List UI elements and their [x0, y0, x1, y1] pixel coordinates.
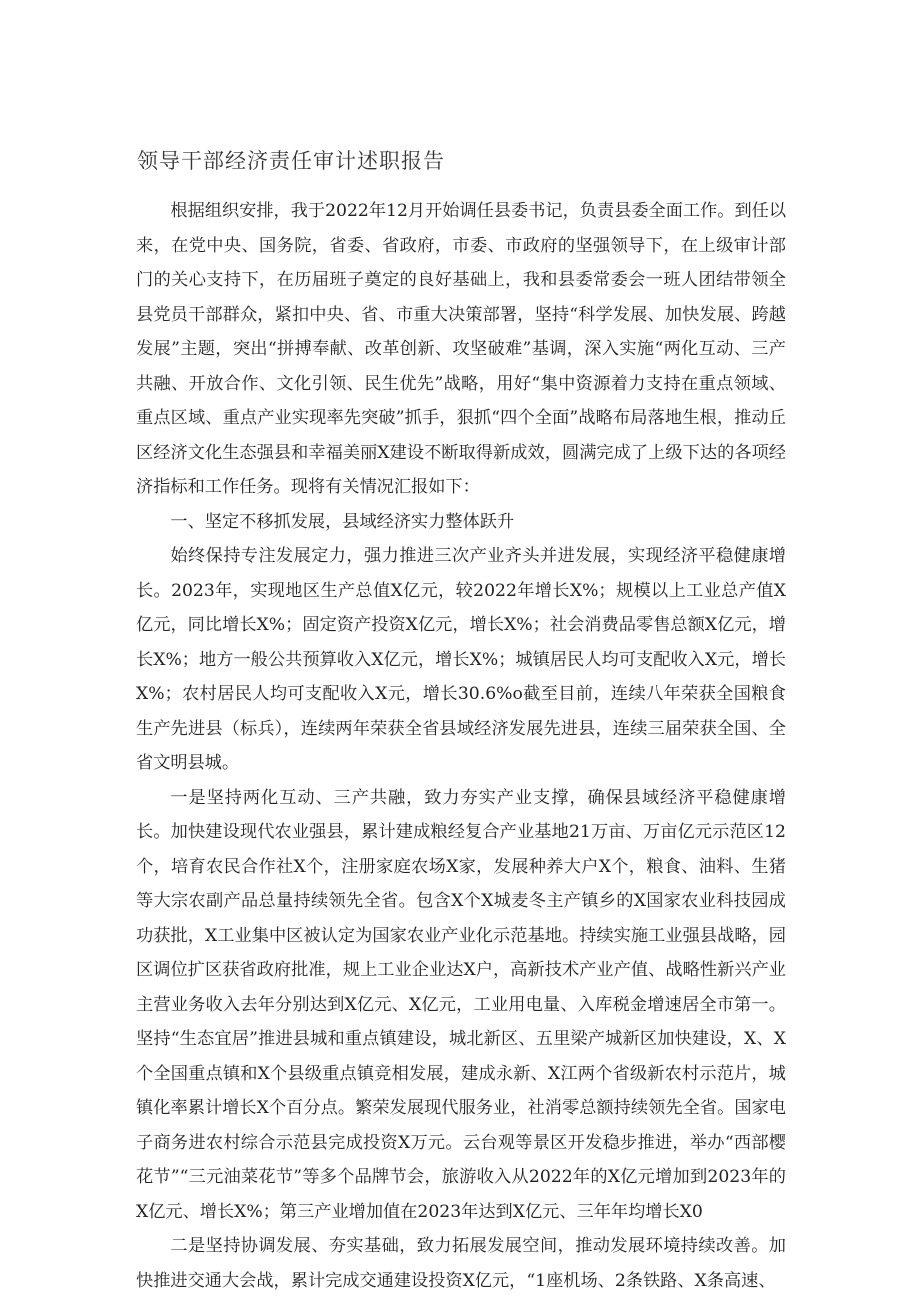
document-title: 领导干部经济责任审计述职报告 — [137, 149, 445, 173]
paragraph-point-two: 二是坚持协调发展、夯实基础，致力拓展发展空间，推动发展环境持续改善。加快推进交通大会战，累计完成交通建设投资X亿元，“1座机场、2条铁路、X条高速、 — [136, 1236, 786, 1291]
document-body — [136, 194, 786, 1298]
paragraph-economic-growth: 始终保持专注发展定力，强力推进三次产业齐头并进发展，实现经济平稳健康增长。2023年，实现地区生产总值X亿元，较2022年增长X%；规模以上工业总产值X亿元，同比增长X%；固定资产投资X亿元，增长X%；社会消费品零售总额X亿元，增长X%；地方一般公共预算收入X亿元，增长X%；城镇居民人均可支配收入X元，增长X%；农村居民人均可支配收入X元，增长30.6%o截至目前，连续八年荣获全国粮食生产先进县（标兵），连续两年荣获全省县域经济发展先进县，连续三届荣获全国、全省文明县城。 — [136, 546, 786, 773]
paragraph-intro: 根据组织安排，我于2022年12月开始调任县委书记，负责县委全面工作。到任以来，在党中央、国务院，省委、省政府，市委、市政府的坚强领导下，在上级审计部门的关心支持下，在历届班子奠定的良好基础上，我和县委常委会一班人团结带领全县党员干部群众，紧扣中央、省、市重大决策部署，坚持“科学发展、加快发展、跨越发展”主题，突出“拼搏奉献、改革创新、攻坚破难”基调，深入实施“两化互动、三产共融、开放合作、文化引领、民生优先”战略，用好“集中资源着力支持在重点领域、重点区域、重点产业实现率先突破”抓手，狠抓“四个全面”战略布局落地生根，推动丘区经济文化生态强县和幸福美丽X建设不断取得新成效，圆满完成了上级下达的各项经济指标和工作任务。现将有关情况汇报如下： — [136, 201, 787, 497]
paragraph-point-one: 一是坚持两化互动、三产共融，致力夯实产业支撑，确保县域经济平稳健康增长。加快建设现代农业强县，累计建成粮经复合产业基地21万亩、万亩亿元示范区12个，培育农民合作社X个，注册家庭农场X家，发展种养大户X个，粮食、油料、生猪等大宗农副产品总量持续领先全省。包含X个X城麦冬主产镇乡的X国家农业科技园成功获批，X工业集中区被认定为国家农业产业化示范基地。持续实施工业强县战略，园区调位扩区获省政府批准，规上工业企业达X户，高新技术产业产值、战略性新兴产业主营业务收入去年分别达到X亿元、X亿元，工业用电量、入库税金增速居全市第一。坚持“生态宜居”推进县城和重点镇建设，城北新区、五里梁产城新区加快建设，X、X个全国重点镇和X个县级重点镇竞相发展，建成永新、X江两个省级新农村示范片，城镇化率累计增长X个百分点。繁荣发展现代服务业，社消零总额持续领先全省。国家电子商务进农村综合示范县完成投资X万元。云台观等景区开发稳步推进，举办“西部樱花节”“三元油菜花节”等多个品牌节会，旅游收入从2022年的X亿元增加到2023年的X亿元、增长X%；第三产业增加值在2023年达到X亿元、三年年均增长X0 — [136, 787, 786, 1222]
section-heading-1: 一、坚定不移抓发展，县域经济实力整体跃升 — [170, 511, 515, 532]
